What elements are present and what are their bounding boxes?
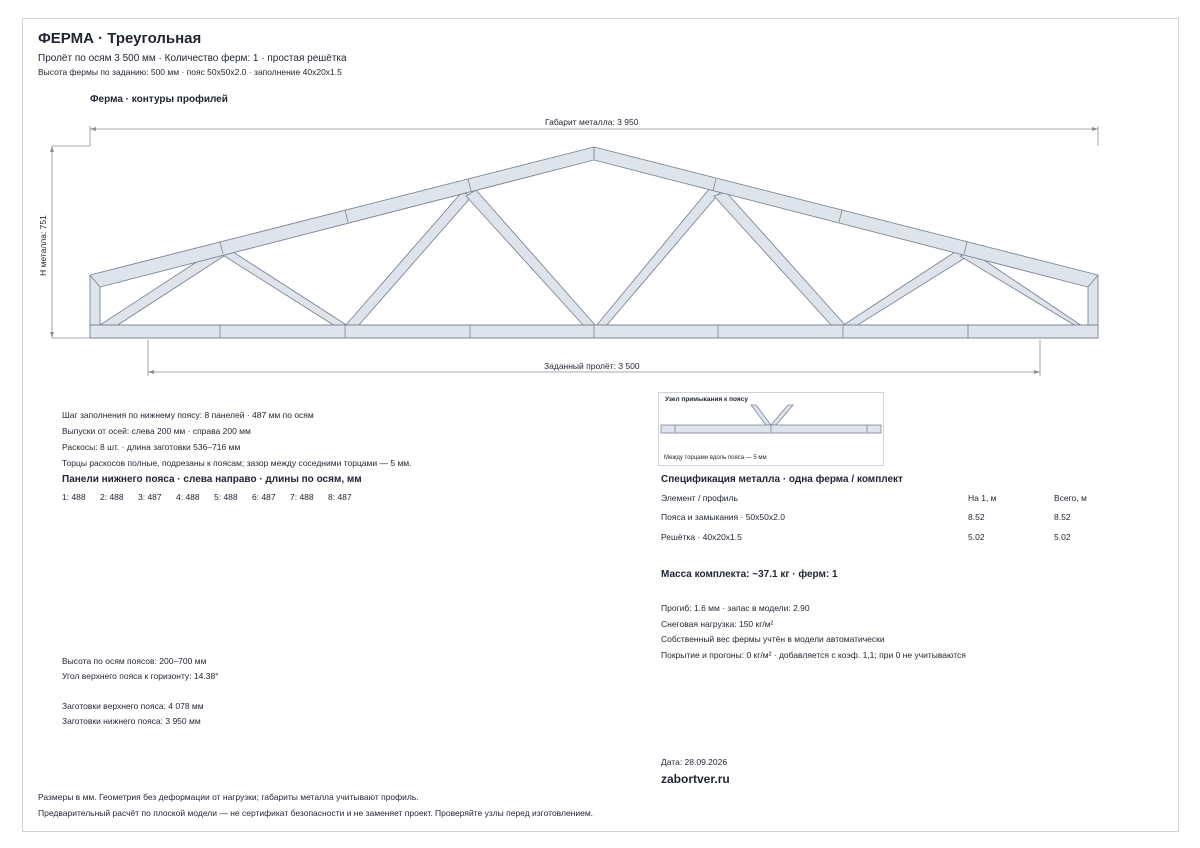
footer-note-2: Предварительный расчёт по плоской модели — не сертификат безопасности и не заменяет проект. Проверяйте узлы перед изготовлением. [38,808,594,818]
panel-4: 4: 488 [176,492,200,502]
panel-7: 7: 488 [290,492,314,502]
dim-arrow [1092,127,1098,131]
bottom-chord-blanks: Заготовки нижнего пояса: 3 950 мм [62,716,201,726]
spec-note-deflection: Прогиб: 1.6 мм · запас в модели: 2.90 [661,603,810,613]
top-chord-blanks: Заготовки верхнего пояса: 4 078 мм [62,701,204,711]
spec-header-element: Элемент / профиль [661,493,738,503]
spec-header-per-one: На 1, м [968,493,997,503]
spec-row-chords-per-one: 8.52 [968,512,985,522]
spec-title: Спецификация металла · одна ферма / комплект [661,474,903,485]
panel-8: 8: 487 [328,492,352,502]
spec-note-snow: Снеговая нагрузка: 150 кг/м² [661,619,774,629]
top-chord-angle: Угол верхнего пояса к горизонту: 14.38° [62,671,219,681]
spec-row-lattice-name: Решётка · 40x20x1.5 [661,532,742,542]
diagonal-4 [466,190,596,326]
info-line-3: Раскосы: 8 шт. · длина заготовки 536–716 мм [62,442,241,452]
diagonal-2 [218,250,348,326]
dimension-bottom-label: Заданный пролёт: 3 500 [544,361,640,371]
dim-arrow [50,332,54,338]
node-detail-title: Узел примыкания к поясу [665,396,748,403]
dim-arrow [50,146,54,152]
spec-note-self-weight: Собственный вес фермы учтён в модели автоматически [661,634,885,644]
info-line-1: Шаг заполнения по нижнему поясу: 8 панелей · 487 мм по осям [62,410,314,420]
kit-mass: Масса комплекта: ~37.1 кг · ферм: 1 [661,569,838,580]
node-diagonal-left [751,405,771,425]
info-line-4: Торцы раскосов полные, подрезаны к поясам; зазор между соседними торцами — 5 мм. [62,458,412,468]
figure-title: Ферма · контуры профилей [90,94,228,105]
dim-arrow [1034,370,1040,374]
spec-row-lattice-total: 5.02 [1054,532,1071,542]
dim-arrow [148,370,154,374]
panel-1: 1: 488 [62,492,86,502]
footer-note-1: Размеры в мм. Геометрия без деформации от нагрузки; габариты металла учитывают профиль. [38,792,419,802]
spec-row-chords-name: Пояса и замыкания · 50x50x2.0 [661,512,785,522]
chord-heights: Высота по осям поясов: 200–700 мм [62,656,207,666]
top-chord-left [90,147,594,287]
info-line-2: Выпуски от осей: слева 200 мм · справа 200 мм [62,426,251,436]
node-diagonal-right [771,405,793,425]
page-subtitle: Пролёт по осям 3 500 мм · Количество ферм: 1 · простая решётка [38,53,347,64]
diagonal-5 [596,188,722,326]
diagonal-7 [842,250,968,326]
dim-arrow [90,127,96,131]
spec-note-roofing: Покрытие и прогоны: 0 кг/м² · добавляется с коэф. 1,1; при 0 не учитываются [661,650,966,660]
brand-name: zabortver.ru [661,772,730,786]
date-label: Дата: 28.09.2026 [661,757,728,767]
dimension-height-label: Н металла: 751 [38,215,48,276]
node-detail-caption: Между торцами вдоль пояса — 5 мм [664,455,767,461]
dimension-top-label: Габарит металла: 3 950 [545,117,639,127]
spec-header-total: Всего, м [1054,493,1087,503]
panels-title: Панели нижнего пояса · слева направо · длины по осям, мм [62,474,362,485]
node-detail-box [658,392,884,466]
panel-5: 5: 488 [214,492,238,502]
page-title: ФЕРМА · Треугольная [38,30,202,47]
top-chord-right [594,147,1098,287]
spec-row-lattice-per-one: 5.02 [968,532,985,542]
panel-3: 3: 487 [138,492,162,502]
spec-row-chords-total: 8.52 [1054,512,1071,522]
panel-2: 2: 488 [100,492,124,502]
panel-6: 6: 487 [252,492,276,502]
page-subtitle-params: Высота фермы по заданию: 500 мм · пояс 50x50x2.0 · заполнение 40x20x1.5 [38,67,342,77]
